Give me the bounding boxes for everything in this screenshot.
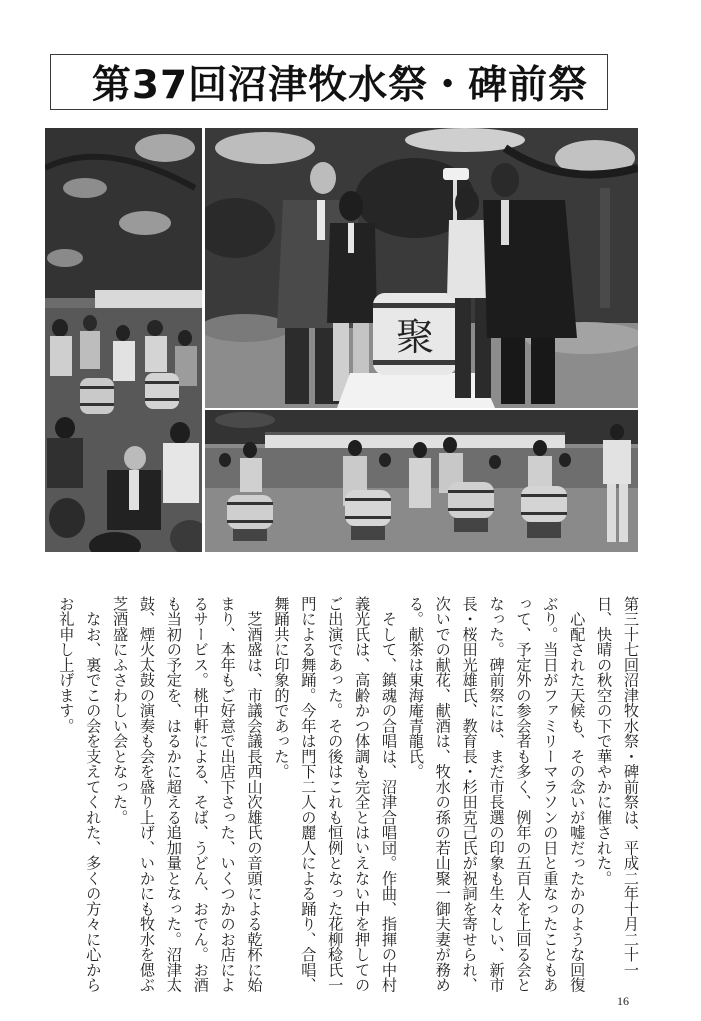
- article-line: 門による舞踊。今年は門下二人の麗人による踊り、合唱、: [299, 596, 318, 993]
- article-line: なお、裏でこの会を支えてくれた、多くの方々に心から: [84, 596, 103, 993]
- photo-taiko-drummers-image: [205, 410, 638, 552]
- article-line: なった。碑前祭には、まだ市長選の印象も生々しい、新市: [487, 596, 506, 993]
- article-line: って、予定外の参会者も多く、例年の五百人を上回る会と: [514, 596, 533, 993]
- article-line: ぶり。当日がファミリーマラソンの日と重なったこともあ: [541, 596, 560, 993]
- barrel-calligraphy: 聚: [395, 315, 435, 359]
- pine-trees: [45, 128, 202, 298]
- photo-crowd-drummers: [45, 128, 202, 552]
- article-line: 義光氏は、高齢かつ体調も完全とはいえない中を押しての: [353, 596, 372, 993]
- photo-sake-barrel-ceremony-image: [205, 128, 638, 408]
- article-line: 次いでの献花、献酒は、牧水の孫の若山聚一御夫妻が務め: [433, 596, 452, 993]
- article-body: [52, 596, 644, 993]
- article-line: お礼申し上げます。: [57, 596, 76, 734]
- article-line: ご出演であった。その後はこれも恒例となった花柳稔氏一: [326, 596, 345, 993]
- photo-crowd-drummers-image: [45, 128, 202, 552]
- article-line: るサービス。桃中軒による、そば、うどん、おでん。お酒: [191, 596, 210, 993]
- article-line: 日、快晴の秋空の下で華やかに催された。: [595, 596, 614, 886]
- page-title: 第37回沼津牧水祭・碑前祭: [91, 63, 589, 108]
- article-line: 長・桜田光雄氏、教育長・杉田克己氏が祝詞を寄せられ、: [460, 596, 479, 993]
- article-line: 舞踊共に印象的であった。: [272, 596, 291, 779]
- article-line: 芝酒盛にふさわしい会となった。: [111, 596, 130, 825]
- photo-sake-barrel-ceremony: [205, 128, 638, 408]
- title-box: [50, 54, 608, 110]
- article-line: も当初の予定を、はるかに超える追加量となった。沼津太: [164, 596, 183, 993]
- article-line: る。献茶は東海庵青龍氏。: [406, 596, 425, 779]
- page-number: 16: [617, 994, 629, 1008]
- article-line: まり、本年もご好意で出店下さった、いくつかのお店によ: [218, 596, 237, 993]
- photo-taiko-drummers: [205, 410, 638, 552]
- article-line: 心配された天候も、その念いが嘘だったかのような回復: [568, 596, 587, 993]
- article-line: 鼓、煙火太鼓の演奏も会を盛り上げ、いかにも牧水を偲ぶ: [137, 596, 156, 993]
- article-line: 芝酒盛は、市議会議長西山次雄氏の音頭による乾杯に始: [245, 596, 264, 993]
- article-line: 第三十七回沼津牧水祭・碑前祭は、平成二年十月二十一: [622, 596, 640, 978]
- article-line: そして、鎮魂の合唱は、沼津合唱団。作曲、指揮の中村: [379, 596, 398, 993]
